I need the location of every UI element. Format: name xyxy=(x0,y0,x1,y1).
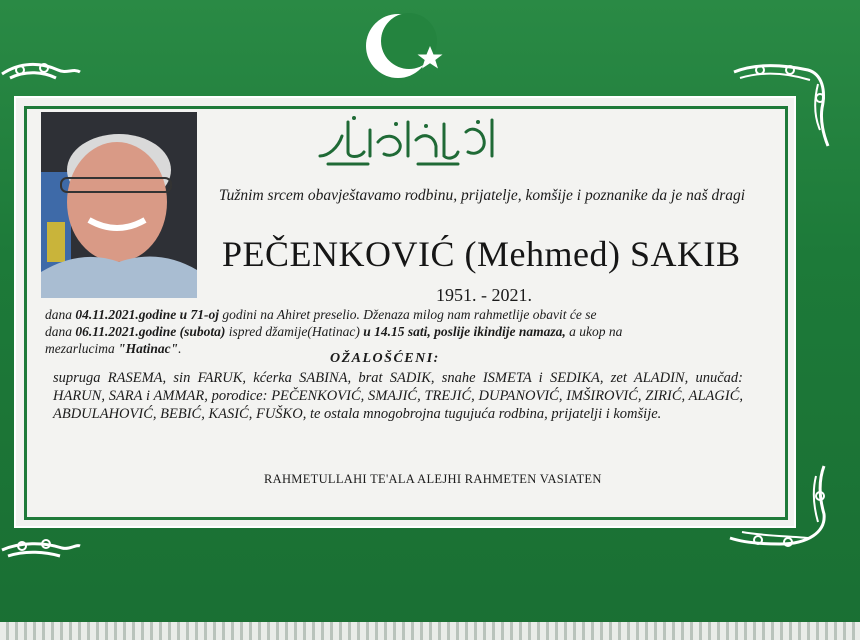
ornament-bottom-left-icon xyxy=(0,522,100,612)
life-years: 1951. - 2021. xyxy=(436,285,532,305)
deceased-name: PEČENKOVIĆ (Mehmed) SAKIB xyxy=(222,234,741,274)
arabic-calligraphy-icon xyxy=(308,112,508,170)
mourners-heading: OŽALOŠĆENI: xyxy=(330,351,440,366)
death-date-line: dana 04.11.2021.godine u 71-oj godini na Ahiret preselio. Dženaza milog nam rahmetlije obavit će se xyxy=(45,307,597,322)
closing-prayer: RAHMETULLAHI TE'ALA ALEJHI RAHMETEN VASIATEN xyxy=(264,472,602,486)
crescent-star-icon xyxy=(362,10,452,82)
mourners-list: supruga RASEMA, sin FARUK, kćerka SABINA, brat SADIK, snahe ISMETA i SEDIKA, zet ALADIN, unučad: HARUN, SARA i AMMAR, porodice: PEČENKOVIĆ, SMAJIĆ, TREJIĆ, DUPANOVIĆ, IMŠIROVIĆ, ZIRIĆ, ALAGIĆ, ABDULAHOVIĆ, BEBIĆ, KASIĆ, FUŠKO, te ostala mnogobrojna tugujuća rodbina, prijatelji i komšije. xyxy=(53,370,743,422)
burial-line: mezarlucima "Hatinac". xyxy=(45,341,182,356)
funeral-line: dana 06.11.2021.godine (subota) ispred džamije(Hatinac) u 14.15 sati, poslije ikindije namaza, a ukop na xyxy=(45,324,623,339)
bottom-strip xyxy=(0,622,860,640)
intro-text: Tužnim srcem obavještavamo rodbinu, prijatelje, komšije i poznanike da je naš dragi xyxy=(218,187,746,204)
portrait-photo xyxy=(41,112,197,298)
